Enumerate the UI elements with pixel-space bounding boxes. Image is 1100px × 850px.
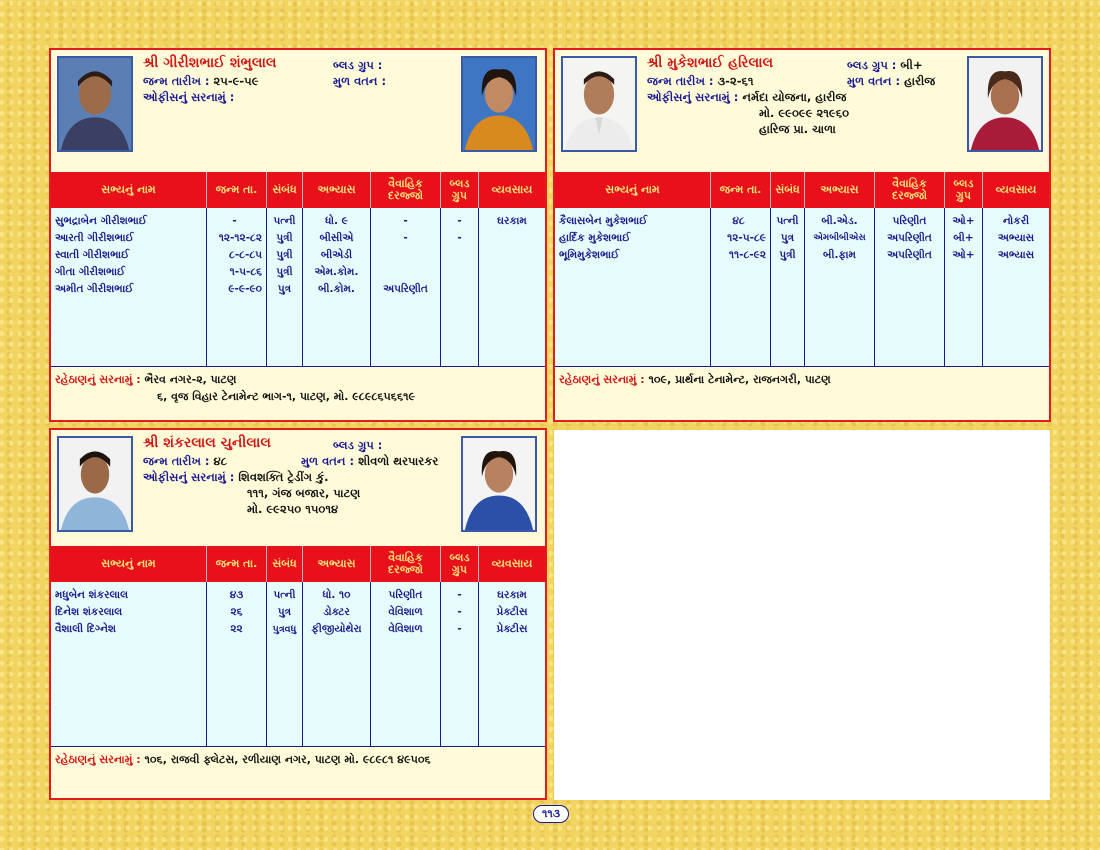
member-dob: ૧૧-૮-૯૨: [728, 249, 766, 261]
col-header-occupation: વ્યવસાય: [491, 183, 533, 196]
member-occupation: પ્રેક્ટીસ: [496, 606, 528, 618]
members-table: [51, 582, 545, 748]
native-label: મુળ વતન :: [333, 74, 387, 88]
col-header-relation: સંબંધ: [771, 172, 805, 208]
dob-label: જન્મ તારીખ :: [143, 74, 210, 88]
member-relation: પત્ની: [273, 215, 296, 227]
member-education: ધો. ૧૦: [322, 589, 351, 601]
residence-line-2: ૬, વૃજ વિહાર ટેનામેન્ટ ભાગ-૧, પાટણ, મો. ૯૮૯૮૬૫૬૬૧૯: [157, 390, 416, 403]
member-name: સ્વાતી ગીરીશભાઈ: [55, 249, 130, 261]
dob-label: જન્મ તારીખ :: [647, 74, 714, 88]
col-blood: [441, 208, 479, 368]
spouse-photo: [461, 56, 537, 152]
dob-value: ૪૮: [213, 454, 227, 468]
col-name: [51, 208, 207, 368]
head-photo: [57, 56, 133, 152]
members-table-header: [51, 172, 545, 208]
member-occupation: [479, 247, 545, 264]
family-card-3: [49, 428, 547, 800]
member-name: ગીતા ગીરીશભાઈ: [55, 266, 126, 278]
members-table: [51, 208, 545, 368]
member-blood: [441, 281, 478, 298]
member-relation: પુત્ર: [277, 606, 292, 618]
head-name: શ્રી ગીરીશભાઈ શંભુલાલ: [143, 55, 277, 71]
col-header-occupation: વ્યવસાય: [995, 183, 1037, 196]
residence-label: રહેઠાણનું સરનામું :: [559, 373, 645, 386]
member-blood: -: [457, 606, 462, 618]
native-value: શીવળો થરપારકર: [358, 454, 439, 468]
office-line-3: હારિજ પ્રા. ચાળા: [759, 122, 836, 136]
member-relation: પુત્રવધુ: [272, 624, 297, 635]
member-marital: અપરિણીત: [887, 249, 932, 261]
dob-value: ૩-૨-૬૧: [717, 74, 754, 88]
col-header-education: અભ્યાસ: [303, 172, 371, 208]
member-dob: -: [232, 215, 237, 227]
col-header-relation: સંબંધ: [267, 546, 303, 582]
member-blood: -: [457, 623, 462, 635]
member-relation: પુત્ર: [277, 283, 292, 295]
head-photo: [57, 436, 133, 532]
member-blood: [441, 264, 478, 281]
member-education: બી.ફામ: [823, 249, 856, 261]
office-line-2: ૧૧૧, ગંજ બજાર, પાટણ: [247, 486, 361, 500]
member-dob: ૨૬: [230, 606, 243, 618]
blood-group-label: બ્લડ ગ્રુપ :: [333, 58, 383, 72]
office-label: ઓફીસનું સરનામું :: [647, 90, 739, 104]
col-header-marital: વૈવાહિક દરજ્જો: [875, 172, 945, 208]
page-number: ૧૧૩: [533, 805, 569, 823]
member-name: સુભદ્રાબેન ગીરીશભાઈ: [55, 215, 147, 227]
member-name: મધુબેન શંકરલાલ: [55, 589, 129, 601]
col-occupation: [983, 208, 1049, 368]
member-name: કૈલાસબેન મુકેશભાઈ: [559, 215, 648, 227]
office-line-2: મો. ૯૯૦૯૯ ૨૧૯૬૦: [759, 106, 850, 120]
col-dob: [207, 582, 267, 748]
col-education: [303, 208, 371, 368]
member-occupation: અભ્યાસ: [997, 232, 1035, 244]
head-name: શ્રી શંકરલાલ ચુનીલાલ: [143, 435, 271, 451]
col-relation: [771, 208, 805, 368]
member-blood: ઓ+: [952, 215, 975, 227]
col-education: [805, 208, 875, 368]
members-table: [555, 208, 1049, 368]
member-blood: -: [457, 589, 462, 601]
member-marital: વેવિશાળ: [388, 623, 423, 635]
member-education: બીએડી: [320, 249, 353, 261]
member-dob: ૨૨: [230, 623, 243, 635]
col-header-blood: બ્લડ ગ્રુપ: [441, 172, 479, 208]
col-header-education: અભ્યાસ: [303, 546, 371, 582]
col-header-dob: જન્મ તા.: [207, 546, 267, 582]
col-occupation: [479, 208, 545, 368]
member-marital: -: [403, 232, 408, 244]
member-education: ફીજીયોથેરા: [311, 623, 362, 635]
col-marital: [371, 208, 441, 368]
residence-line-1: ૧૦૬, રાજવી ફ્લેટસ, રળીયાણ નગર, પાટણ મો. ૯૮૯૮૧ ૪૯૫૦૬: [144, 753, 431, 766]
member-relation: પુત્રી: [276, 232, 293, 244]
col-dob: [207, 208, 267, 368]
member-education: બીસીએ: [319, 232, 354, 244]
blood-group-value: બી+: [900, 58, 923, 72]
residence-address: [51, 366, 545, 420]
member-education: બી.એડ.: [821, 215, 858, 227]
member-name: આરતી ગીરીશભાઈ: [55, 232, 134, 244]
col-header-blood: બ્લડ ગ્રુપ: [441, 546, 479, 582]
dob-value: ૨૫-૯-૫૯: [213, 74, 259, 88]
member-dob: ૧-૫-૮૬: [229, 266, 262, 278]
member-occupation: [479, 281, 545, 298]
office-line-1: શિવશક્તિ ટ્રેડીંગ કું.: [238, 470, 329, 484]
member-occupation: નોકરી: [1002, 215, 1030, 227]
col-header-name: સભ્યનું નામ: [51, 546, 207, 582]
member-occupation: અભ્યાસ: [997, 249, 1035, 261]
col-marital: [875, 208, 945, 368]
col-header-blood: બ્લડ ગ્રુપ: [945, 172, 983, 208]
col-education: [303, 582, 371, 748]
member-name: ભૂમિમુકેશભાઈ: [559, 249, 620, 261]
head-name: શ્રી મુકેશભાઈ હરિલાલ: [647, 55, 774, 71]
member-relation: પુત્ર: [780, 232, 795, 244]
residence-line-1: ભૈરવ નગર-૨, પાટણ: [144, 373, 237, 386]
card-header: [51, 50, 545, 172]
member-name: અમીત ગીરીશભાઈ: [55, 283, 134, 295]
member-relation: પત્ની: [776, 215, 799, 227]
native-value: હારીજ: [904, 74, 936, 88]
col-blood: [441, 582, 479, 748]
blood-group-label: બ્લડ ગ્રુપ :: [333, 438, 383, 452]
card-header: [51, 430, 545, 552]
card-header: [555, 50, 1049, 172]
col-marital: [371, 582, 441, 748]
family-card-1: [49, 48, 547, 422]
col-header-marital: વૈવાહિક દરજ્જો: [371, 172, 441, 208]
member-dob: ૧૨-૧૨-૮૨: [218, 232, 262, 244]
office-label: ઓફીસનું સરનામું :: [143, 470, 235, 484]
col-header-dob: જન્મ તા.: [207, 172, 267, 208]
dob-label: જન્મ તારીખ :: [143, 454, 210, 468]
members-table-header: [51, 546, 545, 582]
col-header-occupation: વ્યવસાય: [491, 557, 533, 570]
member-occupation: ઘરકામ: [497, 589, 527, 601]
member-marital: [371, 247, 440, 264]
member-dob: ૪૩: [229, 589, 244, 601]
member-dob: ૧૨-૫-૮૯: [727, 232, 766, 244]
member-dob: ૪૮: [732, 215, 745, 227]
col-header-relation: સંબંધ: [267, 172, 303, 208]
col-header-education: અભ્યાસ: [805, 172, 875, 208]
native-label: મુળ વતન :: [847, 74, 901, 88]
member-relation: પત્ની: [273, 589, 296, 601]
member-blood: બી+: [953, 232, 974, 244]
col-dob: [711, 208, 771, 368]
family-card-2: [553, 48, 1051, 422]
col-header-marital: વૈવાહિક દરજ્જો: [371, 546, 441, 582]
member-marital: [371, 264, 440, 281]
member-dob: ૯-૯-૯૦: [228, 283, 262, 295]
member-blood: -: [457, 215, 462, 227]
member-marital: વેવિશાળ: [388, 606, 423, 618]
member-occupation: [479, 230, 545, 247]
member-blood: [441, 247, 478, 264]
col-occupation: [479, 582, 545, 748]
member-occupation: [479, 264, 545, 281]
member-marital: -: [403, 215, 408, 227]
member-dob: ૮-૮-૮૫: [229, 249, 262, 261]
col-header-dob: જન્મ તા.: [711, 172, 771, 208]
office-line-3: મો. ૯૯૨૫૦ ૧૫૦૧૪: [247, 502, 339, 516]
member-relation: પુત્રી: [276, 266, 293, 278]
blood-group-label: બ્લડ ગ્રુપ :: [847, 58, 897, 72]
residence-label: રહેઠાણનું સરનામું :: [55, 373, 141, 386]
member-education: બી.કોમ.: [318, 283, 355, 295]
member-relation: પુત્રી: [276, 249, 293, 261]
member-education: એમબીબીએસ: [813, 233, 866, 243]
member-name: હાર્દિક મુકેશભાઈ: [559, 232, 631, 244]
office-line-1: નર્મદા યોજના, હારીજ: [742, 90, 847, 104]
member-marital: અપરિણીત: [383, 283, 428, 295]
col-name: [51, 582, 207, 748]
spouse-photo: [967, 56, 1043, 152]
residence-label: રહેઠાણનું સરનામું :: [55, 753, 141, 766]
empty-panel: [554, 430, 1050, 800]
member-education: ધો. ૯: [325, 215, 348, 227]
member-marital: પરિણીત: [388, 589, 423, 601]
native-label: મુળ વતન :: [301, 454, 355, 468]
col-relation: [267, 208, 303, 368]
col-relation: [267, 582, 303, 748]
residence-address: [51, 746, 545, 798]
col-name: [555, 208, 711, 368]
member-name: વૈશાલી દિગ્નેશ: [55, 623, 116, 635]
member-education: એમ.કોમ.: [314, 266, 359, 278]
office-label: ઓફીસનું સરનામું :: [143, 90, 235, 104]
member-occupation: ઘરકામ: [497, 215, 527, 227]
member-relation: પુત્રી: [779, 249, 796, 261]
member-blood: ઓ+: [952, 249, 975, 261]
spouse-photo: [461, 436, 537, 532]
member-name: દિનેશ શંકરલાલ: [55, 606, 123, 618]
col-header-name: સભ્યનું નામ: [51, 172, 207, 208]
head-photo: [561, 56, 637, 152]
members-table-header: [555, 172, 1049, 208]
col-header-name: સભ્યનું નામ: [555, 172, 711, 208]
residence-address: [555, 366, 1049, 420]
member-marital: પરિણીત: [892, 215, 927, 227]
member-marital: અપરિણીત: [887, 232, 932, 244]
member-education: ડોક્ટર: [323, 606, 350, 618]
member-blood: -: [457, 232, 462, 244]
member-occupation: પ્રેક્ટીસ: [496, 623, 528, 635]
residence-line-1: ૧૦૯, પ્રાર્થના ટેનામેન્ટ, રાજનગરી, પાટણ: [648, 373, 831, 386]
col-blood: [945, 208, 983, 368]
